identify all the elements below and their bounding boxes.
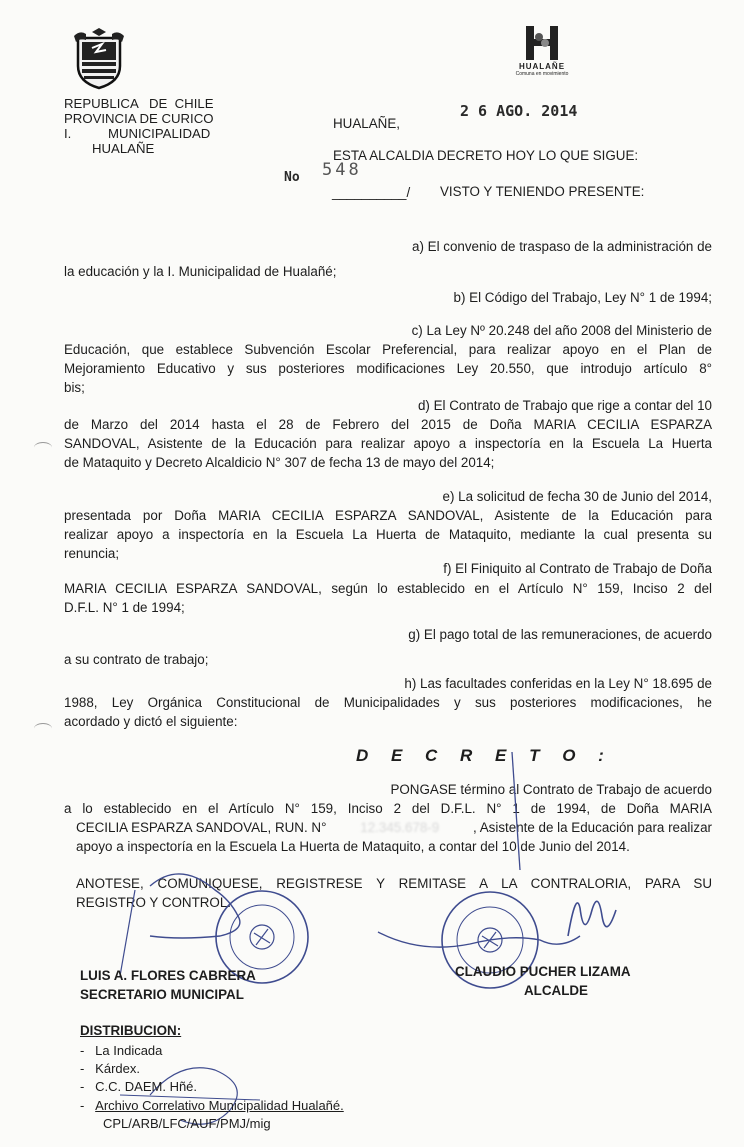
place-label: HUALAÑE, [333,116,400,131]
consideration-f-line: D.F.L. N° 1 de 1994; [64,600,185,615]
consideration-e-line: realizar apoyo a inspectoría en la Escuela La Huerta de Mataquito, mediante la cual presenta su [64,527,712,542]
consideration-c-line: bis; [64,380,85,395]
decree-number-blank: __________/ [332,185,411,200]
decreto-first-line: PONGASE término al Contrato de Trabajo de acuerdo [390,782,712,797]
municipality-name: HUALAÑE [92,141,155,156]
consideration-e-line: renuncia; [64,546,120,561]
logo-caption: HUALAÑE [518,62,566,71]
decreto-run-label: CECILIA ESPARZA SANDOVAL, RUN. N° [76,820,327,835]
decreto-run-rest: , Asistente de la Educación para realizar [473,820,712,835]
province-line: PROVINCIA DE CURICO [64,111,214,126]
consideration-d-first: d) El Contrato de Trabajo que rige a contar del 10 [417,398,712,413]
decreto-line: apoyo a inspectoría en la Escuela La Huerta de Mataquito, a contar del 10 de Junio del 2014. [76,839,630,854]
distribution-item: - C.C. DAEM. Hñé. [80,1079,198,1095]
issuer-header [64,96,214,156]
consideration-g-line: a su contrato de trabajo; [64,652,209,667]
consideration-d-line: de Marzo del 2014 hasta el 28 de Febrero del 2015 de Doña MARIA CECILIA ESPARZA [64,417,712,432]
decree-intro: ESTA ALCALDIA DECRETO HOY LO QUE SIGUE: [333,148,639,163]
decreto-run-redacted: 12.345.678-9 [360,820,440,835]
punch-mark-icon [34,723,52,734]
date-stamp: 2 6 AGO. 2014 [460,102,578,120]
mayor-name: CLAUDIO PUCHER LIZAMA [455,964,631,979]
closing-line: ANOTESE, COMUNIQUESE, REGISTRESE Y REMITASE A LA CONTRALORIA, PARA SU [76,876,712,891]
closing-line: REGISTRO Y CONTROL. [76,895,232,910]
consideration-d-line: de Mataquito y Decreto Alcaldicio N° 307 de fecha 13 de mayo del 2014; [64,455,495,470]
consideration-a-line: la educación y la I. Municipalidad de Hualañé; [64,264,337,279]
distribution-initials: CPL/ARB/LFC/AUF/PMJ/mig [103,1115,271,1131]
secretary-title: SECRETARIO MUNICIPAL [80,987,244,1002]
hualane-logo [514,24,570,84]
decree-number: 548 [322,160,362,180]
decreto-title: D E C R E T O : [356,746,613,765]
consideration-g-first: g) El pago total de las remuneraciones, de acuerdo [408,627,712,642]
distribution-item: - La Indicada [80,1043,163,1058]
consideration-f-first: f) El Finiquito al Contrato de Trabajo de Doña [443,561,712,576]
consideration-c-line: Educación, que establece Subvención Escolar Preferencial, para realizar apoyo en el Plan de [64,342,712,357]
consideration-e-line: presentada por Doña MARIA CECILIA ESPARZA SANDOVAL, Asistente de la Educación para [64,508,712,523]
decreto-line: a lo establecido en el Artículo N° 159, Inciso 2 del D.F.L. N° 1 de 1994, de Doña MARIA [64,801,712,816]
consideration-b-first: b) El Código del Trabajo, Ley N° 1 de 1994; [453,290,712,305]
consideration-e-first: e) La solicitud de fecha 30 de Junio del 2014, [442,489,712,504]
punch-mark-icon [34,442,52,453]
republic-line: REPUBLICA DE CHILE [64,96,214,111]
distribution-title: DISTRIBUCION: [80,1023,182,1038]
municipality-line: I. MUNICIPALIDAD [64,126,211,141]
consideration-f-line: MARIA CECILIA ESPARZA SANDOVAL, según lo establecido en el Artículo N° 159, Inciso 2 del [64,581,712,596]
mayor-title: ALCALDE [524,983,588,998]
distribution-list [80,1042,344,1133]
visto-heading: VISTO Y TENIENDO PRESENTE: [440,184,645,199]
secretary-name: LUIS A. FLORES CABRERA [80,968,256,983]
coat-of-arms-logo [72,28,126,90]
distribution-item: - Kárdex. [80,1061,140,1077]
consideration-h-line: 1988, Ley Orgánica Constitucional de Municipalidades y sus posteriores modificaciones, he [64,695,712,710]
distribution-item: - Archivo Correlativo Municipalidad Hualañé. [80,1097,344,1113]
logo-subcaption: Comuna en movimiento [515,71,569,77]
consideration-a-first: a) El convenio de traspaso de la administración de [412,239,712,254]
consideration-h-first: h) Las facultades conferidas en la Ley N° 18.695 de [404,676,712,691]
consideration-c-first: c) La Ley Nº 20.248 del año 2008 del Ministerio de [411,323,712,338]
consideration-c-line: Mejoramiento Educativo y sus posteriores modificaciones Ley 20.550, que introdujo artículo 8° [64,361,712,376]
consideration-h-line: acordado y dictó el siguiente: [64,714,238,729]
consideration-d-line: SANDOVAL, Asistente de la Educación para realizar apoyo a inspectoría en la Escuela La Huerta [64,436,712,451]
decree-number-prefix: No [284,170,300,185]
